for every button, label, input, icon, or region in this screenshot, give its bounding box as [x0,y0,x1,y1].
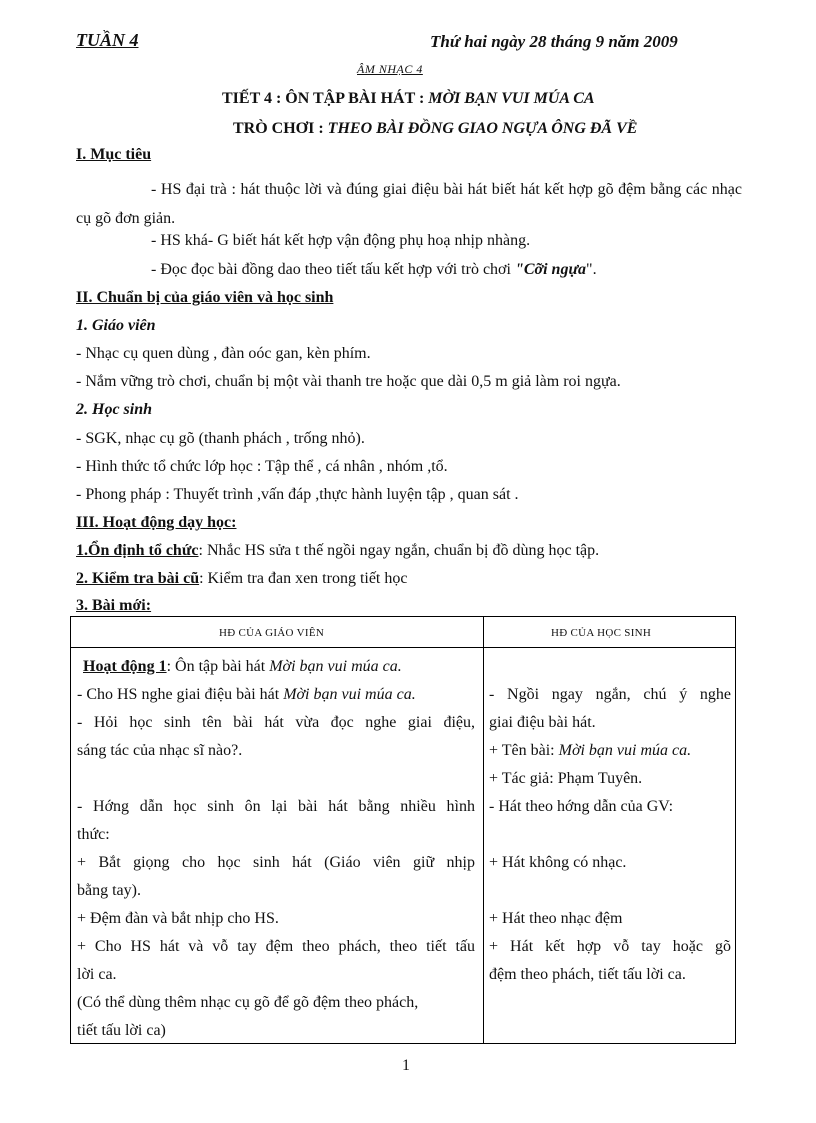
student-line: giai điệu bài hát. [489,714,596,731]
activity-1-label: Hoạt động 1 [83,658,167,675]
activity-1-title [77,653,475,681]
student-item-3: - Phong pháp : Thuyết trình ,vấn đáp ,thực hành luyện tập , quan sát . [76,486,519,503]
student-line: - Hát theo hớng dẫn của GV: [489,798,674,815]
section-activities-heading: III. Hoạt động dạy học: [76,514,237,531]
activity-table [70,616,736,1044]
student-line [489,737,731,765]
teacher-heading: 1. Giáo viên [76,317,156,334]
activity-item-1-text: : Nhắc HS sửa t thế ngồi ngay ngắn, chuẩn bị đồ dùng học tập. [198,542,600,559]
student-line-blank [489,877,731,905]
activity-item-1 [76,542,599,560]
objective-1: - HS đại trà : hát thuộc lời và đúng giai điệu bài hát biết hát kết hợp gõ đệm bằng các nhạc cụ gõ đơn giản. [76,181,742,227]
teacher-line [77,681,475,709]
teacher-line: + Bắt giọng cho học sinh hát (Giáo viên giữ nhịp [77,854,475,871]
activity-item-2 [76,570,407,588]
student-line-blank [489,653,731,681]
student-item-2: - Hình thức tổ chức lớp học : Tập thể , cá nhân , nhóm ,tổ. [76,458,448,475]
teacher-line: - Hớng dẫn học sinh ôn lại bài hát bằng nhiều hình [77,798,475,815]
teacher-line: + Đệm đàn và bắt nhịp cho HS. [77,910,279,927]
student-line-song: Mời bạn vui múa ca. [558,742,692,759]
teacher-line: - Hỏi học sinh tên bài hát vừa đọc nghe giai điệu, [77,714,475,731]
teacher-line-blank [77,765,475,793]
student-line-text: + Tên bài: [489,742,559,759]
teacher-item-1: - Nhạc cụ quen dùng , đàn oóc gan, kèn phím. [76,345,371,362]
teacher-item-2: - Nắm vững trò chơi, chuẩn bị một vài thanh tre hoặc que dài 0,5 m giả làm roi ngựa. [76,373,621,390]
lesson-title [222,90,595,108]
student-column-header: HĐ CỦA HỌC SINH [551,627,652,639]
table-header-divider [71,647,735,648]
objective-3-prefix: - Đọc đọc bài đồng dao theo tiết tấu kết hợp với trò chơi [151,261,515,278]
teacher-column-header: HĐ CỦA GIÁO VIÊN [219,627,325,639]
date-line: Thứ hai ngày 28 tháng 9 năm 2009 [430,32,678,51]
student-column [489,653,731,989]
subject-label: ÂM NHẠC 4 [357,62,423,76]
game-title [233,120,637,138]
student-line: + Hát kết hợp vỗ tay hoặc gõ [489,938,731,955]
week-label: TUẦN 4 [76,30,139,50]
teacher-line: (Có thể dùng thêm nhạc cụ gõ để gõ đệm theo phách, [77,994,419,1011]
lesson-prefix: TIẾT 4 : ÔN TẬP BÀI HÁT : [222,90,429,107]
game-text: THEO BÀI ĐỒNG GIAO NGỰA ÔNG ĐÃ VỀ [327,120,638,137]
teacher-column [77,653,475,1045]
lesson-song: MỜI BẠN VUI MÚA CA [428,90,595,107]
student-line: đệm theo phách, tiết tấu lời ca. [489,966,686,983]
teacher-line: + Cho HS hát và vỗ tay đệm theo phách, theo tiết tấu [77,938,475,955]
section-preparation-heading: II. Chuẩn bị của giáo viên và học sinh [76,289,334,306]
student-line-blank [489,821,731,849]
student-line: + Tác giả: Phạm Tuyên. [489,770,643,787]
objective-3-game: "Cỡi ngựa [514,261,587,278]
teacher-line: sáng tác của nhạc sĩ nào?. [77,742,243,759]
objective-3-suffix: ". [586,261,597,278]
student-line: + Hát không có nhạc. [489,854,627,871]
student-heading: 2. Học sinh [76,401,153,418]
teacher-line-text: - Cho HS nghe giai điệu bài hát [77,686,284,703]
objective-3 [151,261,597,279]
activity-1-prefix: : Ôn tập bài hát [166,658,270,675]
section-objectives-heading: I. Mục tiêu [76,146,152,163]
activity-item-2-text: : Kiểm tra đan xen trong tiết học [199,570,408,587]
student-line: - Ngồi ngay ngắn, chú ý nghe [489,686,731,703]
activity-item-1-label: 1.Ổn định tổ chức [76,542,199,559]
student-line: + Hát theo nhạc đệm [489,910,623,927]
objective-2: - HS khá- G biết hát kết hợp vận động phụ hoạ nhịp nhàng. [151,232,531,249]
activity-1-song: Mời bạn vui múa ca. [269,658,402,675]
teacher-line: thức: [77,826,110,843]
page-number: 1 [402,1057,410,1074]
student-item-1: - SGK, nhạc cụ gõ (thanh phách , trống nhỏ). [76,430,365,447]
game-prefix: TRÒ CHƠI : [233,120,328,137]
activity-item-2-label: 2. Kiểm tra bài cũ [76,570,200,587]
table-column-divider [483,617,484,1043]
teacher-line: tiết tấu lời ca) [77,1022,166,1039]
teacher-line-song: Mời bạn vui múa ca. [283,686,416,703]
teacher-line: lời ca. [77,966,117,983]
teacher-line: bằng tay). [77,882,141,899]
activity-item-3-label: 3. Bài mới: [76,597,152,614]
activity-item-3 [76,597,151,615]
